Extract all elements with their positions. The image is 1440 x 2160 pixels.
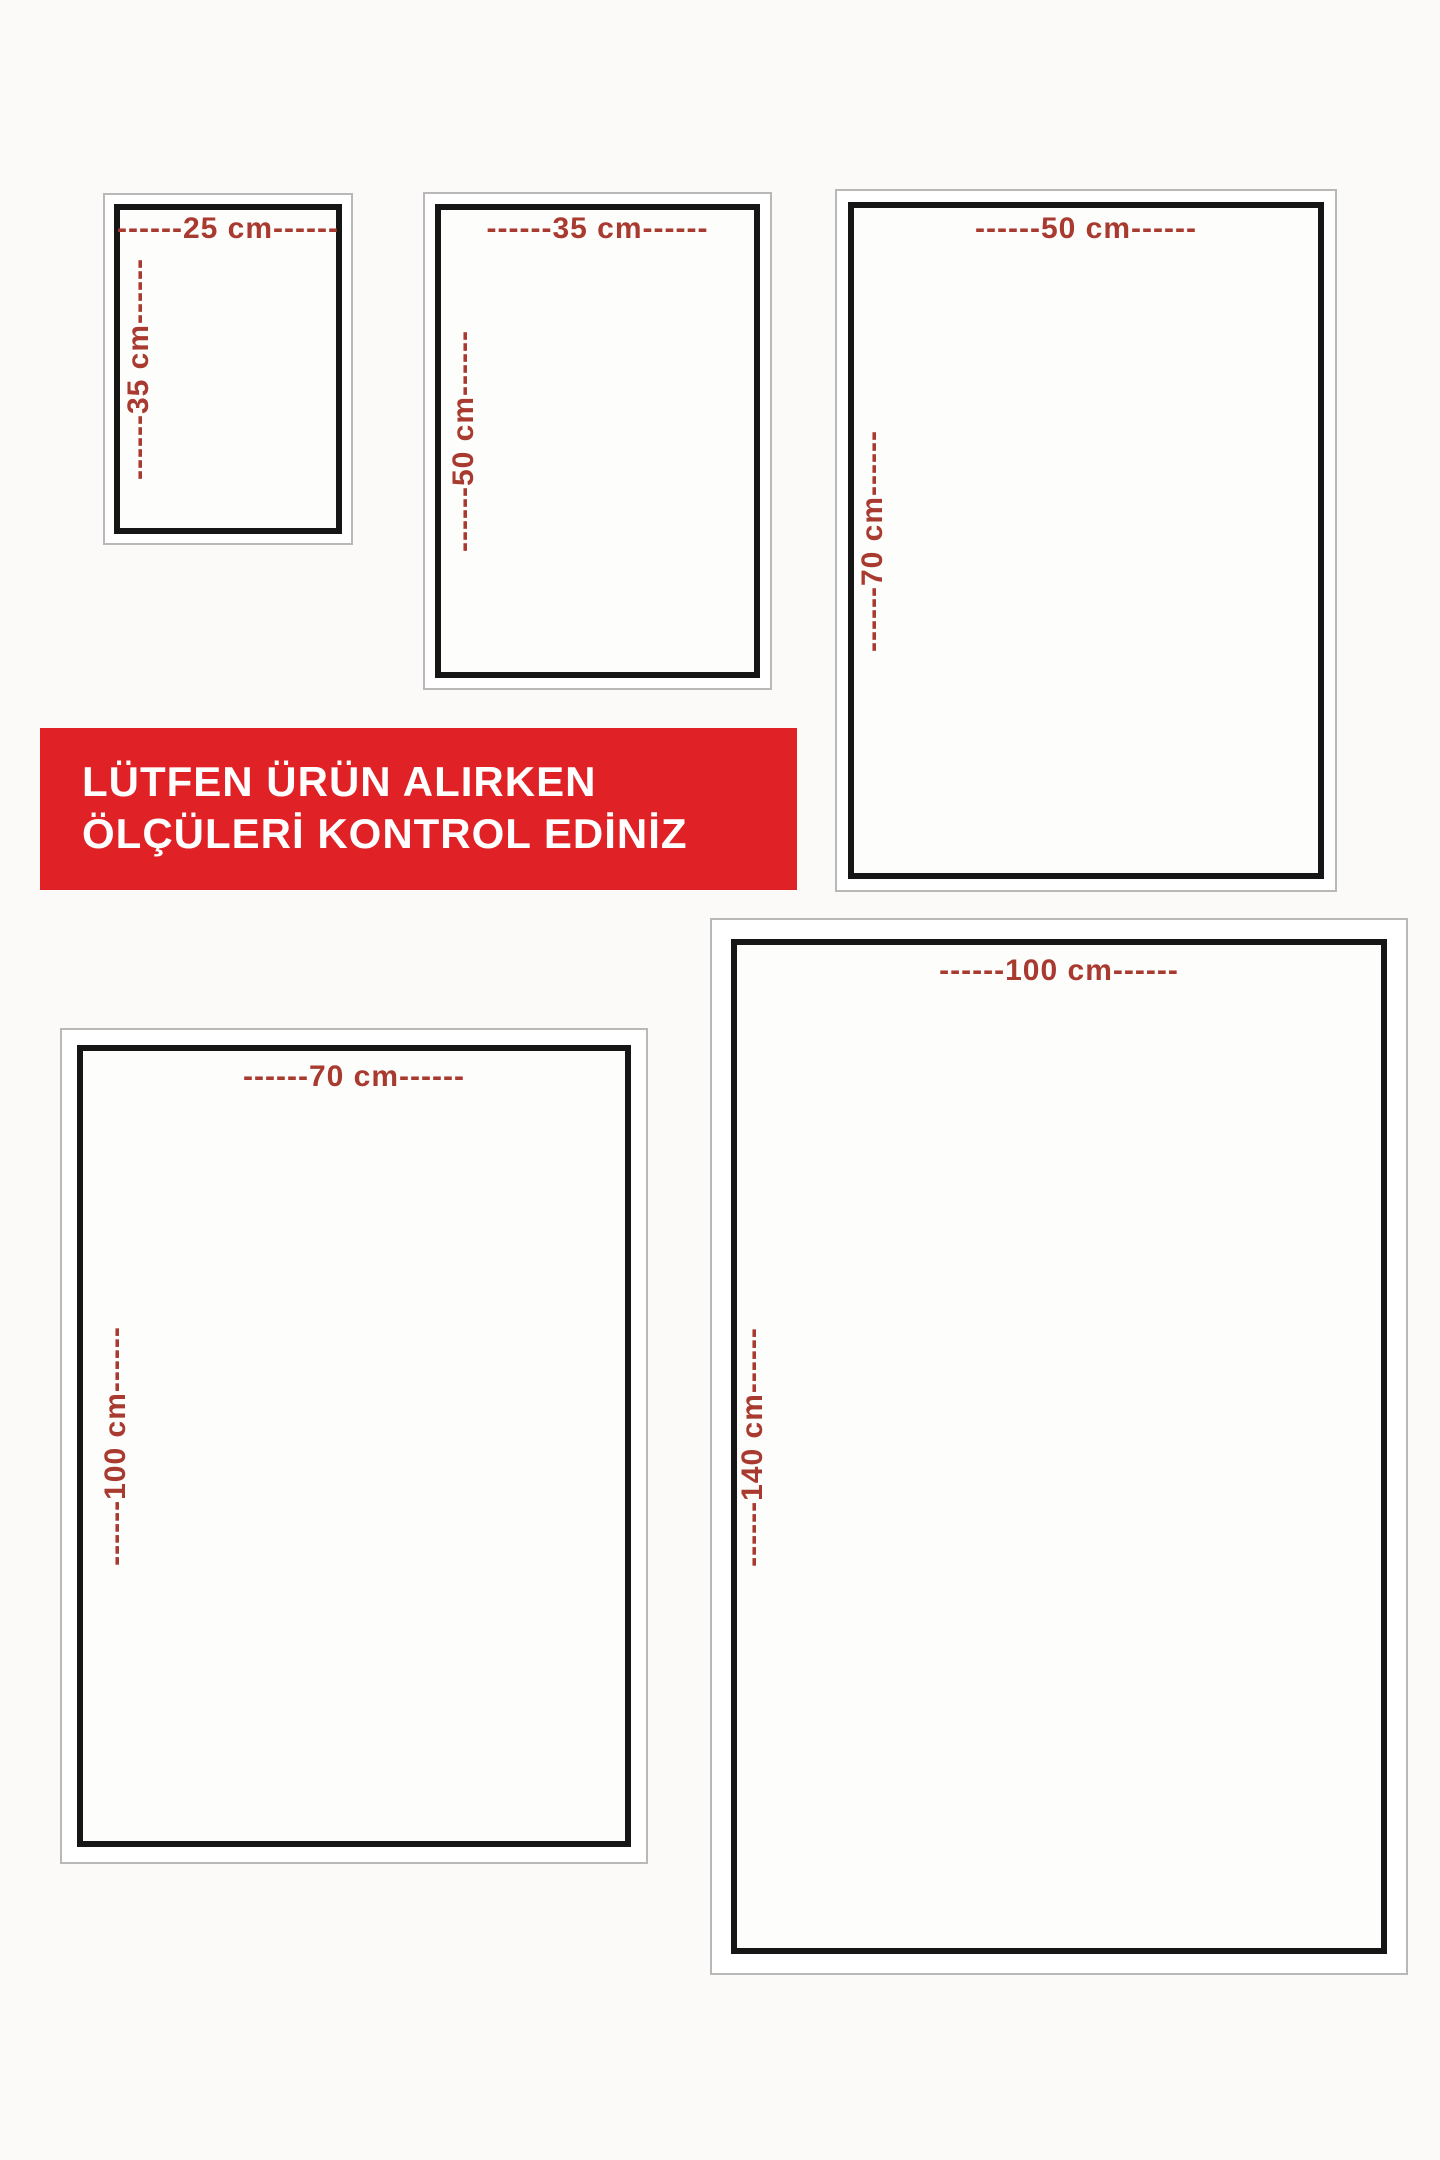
size-frame-35x50 [435, 204, 760, 678]
measurement-warning-banner [40, 728, 797, 890]
size-box-25x35 [103, 193, 353, 545]
size-box-50x70 [835, 189, 1337, 892]
size-frame-25x35 [114, 204, 342, 534]
size-frame-100x140 [731, 939, 1387, 1954]
width-dimension-label-70cm: ------70 cm------ [243, 1060, 465, 1093]
size-frame-70x100 [77, 1045, 631, 1847]
height-dimension-label-35cm: ------35 cm------ [122, 258, 155, 480]
size-box-35x50 [423, 192, 772, 690]
size-frame-50x70 [848, 202, 1324, 879]
warning-text-line-1: LÜTFEN ÜRÜN ALIRKEN [82, 758, 597, 805]
width-dimension-label-100cm: ------100 cm------ [939, 954, 1179, 987]
height-dimension-label-50cm: ------50 cm------ [447, 330, 480, 552]
height-dimension-label-70cm: ------70 cm------ [856, 429, 889, 652]
width-dimension-label-25cm: ------25 cm------ [117, 212, 339, 245]
height-dimension-label-100cm: ------100 cm------ [99, 1326, 132, 1566]
size-box-100x140 [710, 918, 1408, 1975]
width-dimension-label-50cm: ------50 cm------ [975, 212, 1197, 245]
width-dimension-label-35cm: ------35 cm------ [486, 212, 709, 245]
height-dimension-label-140cm: ------140 cm------ [736, 1326, 769, 1567]
warning-text-line-2: ÖLÇÜLERİ KONTROL EDİNİZ [82, 810, 688, 857]
size-box-70x100 [60, 1028, 648, 1864]
